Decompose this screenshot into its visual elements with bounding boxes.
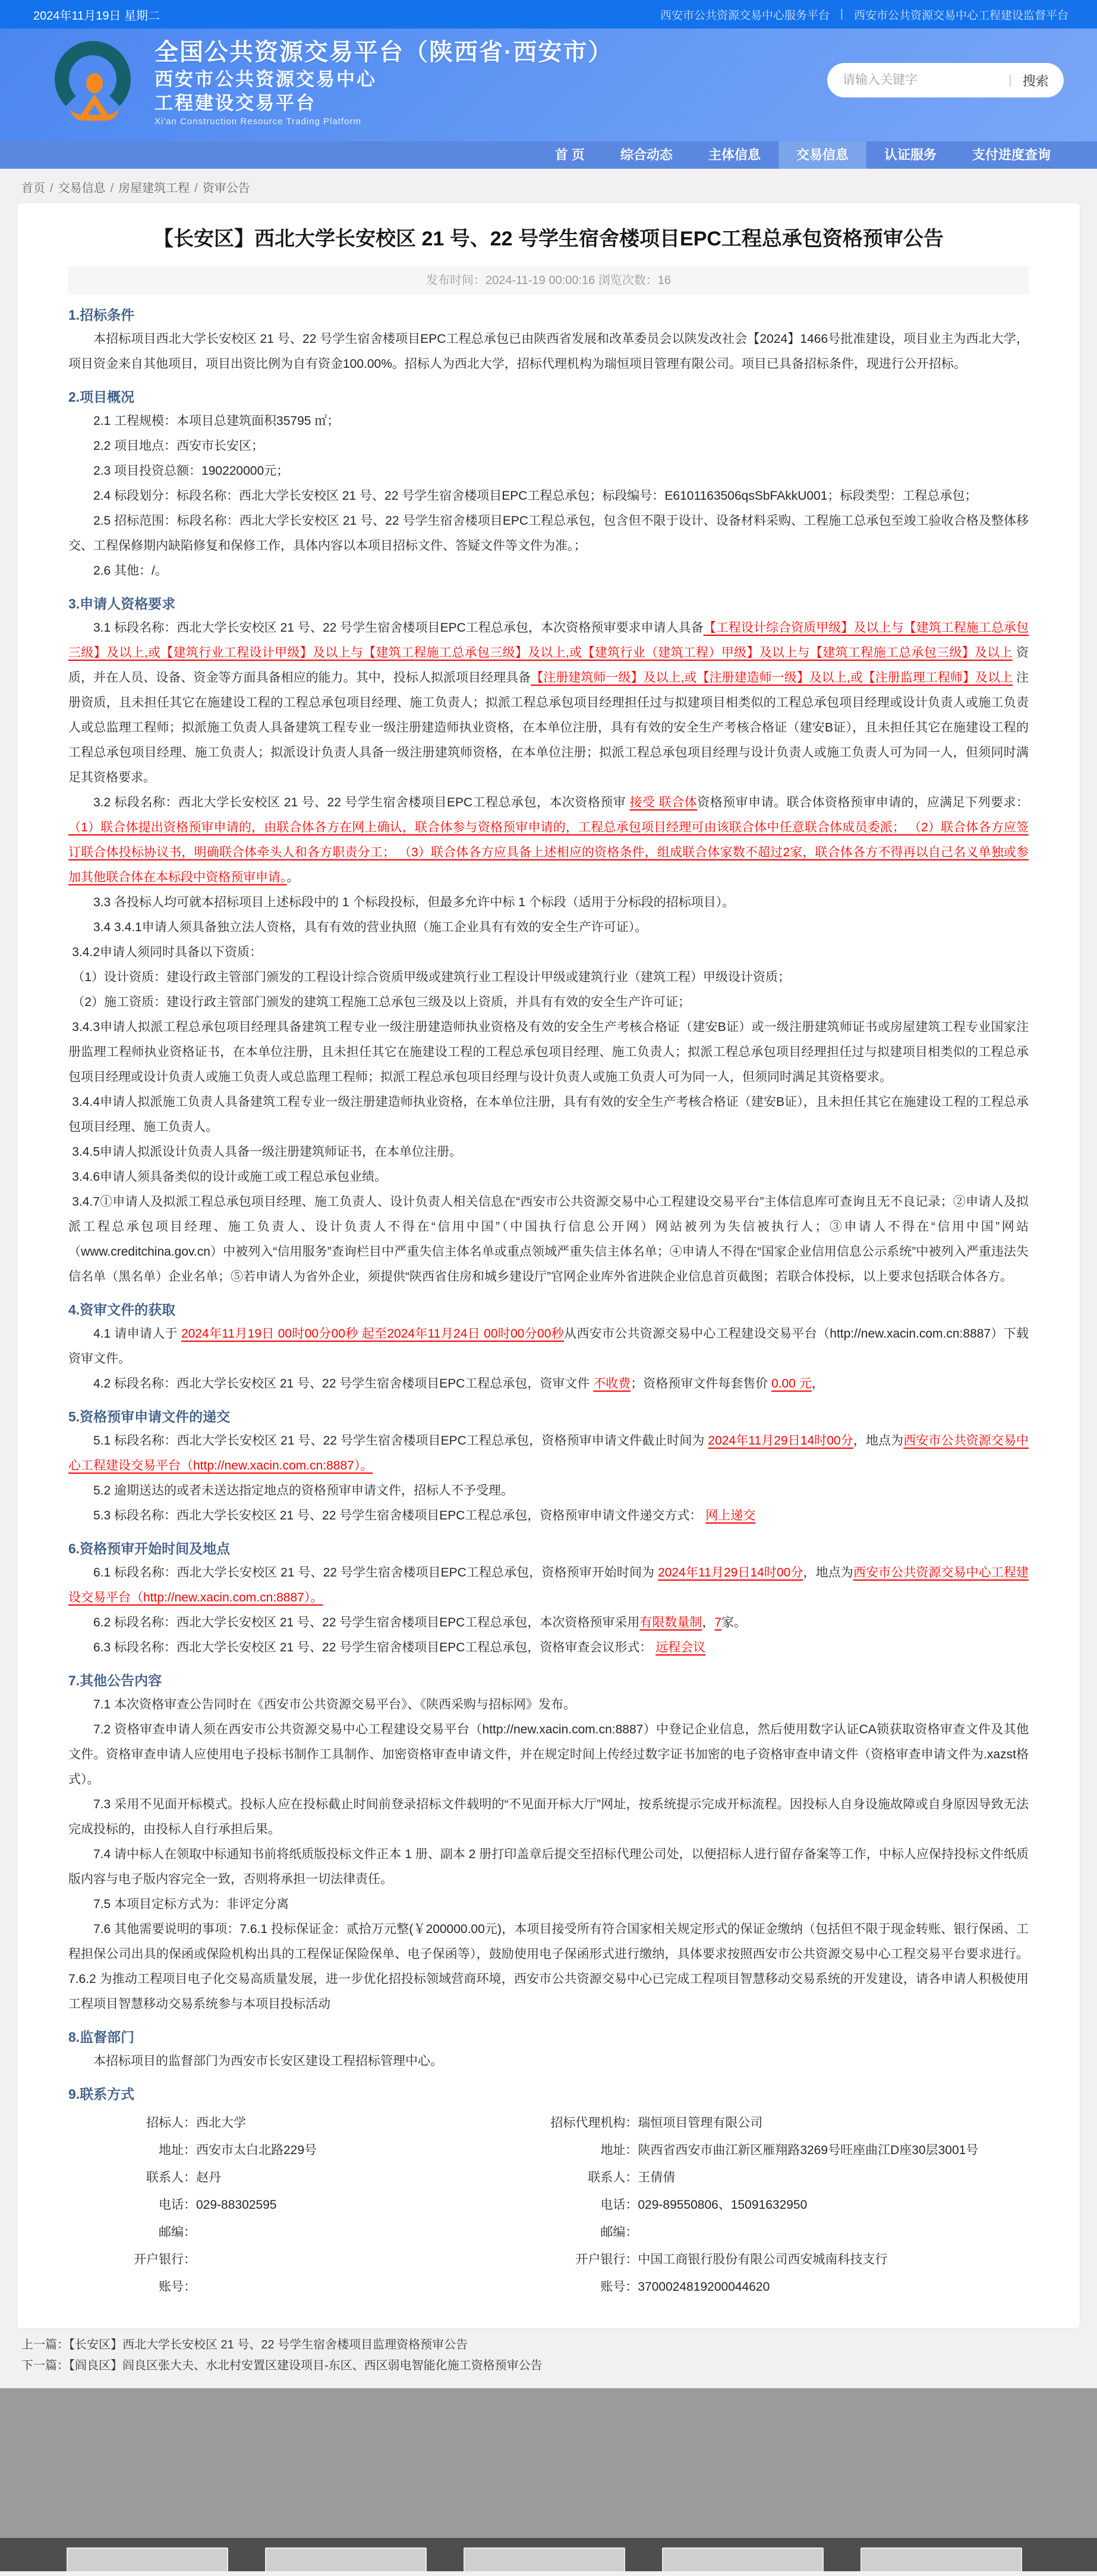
contact-row: [68, 2274, 510, 2301]
contact-value: [196, 2219, 510, 2246]
section-heading: 4.资审文件的获取: [68, 1302, 176, 1317]
contact-row: [510, 2192, 1029, 2219]
footer-link-select-3[interactable]: [662, 2547, 824, 2571]
search-input[interactable]: [843, 73, 1004, 87]
paragraph: [68, 790, 1029, 890]
body-text: 6.3 标段名称：西北大学长安校区 21 号、22 号学生宿舍楼项目EPC工程总承包，资格审查会议形式：: [93, 1641, 656, 1654]
highlighted-red-text: 网上递交: [705, 1509, 756, 1522]
contact-label: 邮编：: [600, 2225, 638, 2239]
contact-label: 开户银行：: [575, 2253, 638, 2266]
highlighted-red-text: 0.00 元: [771, 1377, 812, 1391]
body-text: 3.2 标段名称：西北大学长安校区 21 号、22 号学生宿舍楼项目EPC工程总承包，本次资格预审: [93, 796, 630, 809]
contact-value: [196, 2274, 510, 2301]
contact-label: 联系人：: [588, 2171, 638, 2184]
search-divider: |: [1008, 72, 1012, 87]
body-text: 4.2 标段名称：西北大学长安校区 21 号、22 号学生宿舍楼项目EPC工程总承包，资审文件: [93, 1377, 594, 1391]
contact-row: [68, 2110, 510, 2137]
breadcrumb-separator: /: [194, 182, 198, 195]
contact-label: 开户银行：: [134, 2253, 196, 2266]
paragraph: [68, 1190, 1029, 1289]
body-text: 3.3 各投标人均可就本招标项目上述标段中的 1 个标段投标，但最多允许中标 1 个标段（适用于分标段的招标项目）。: [93, 896, 735, 909]
contact-value: 陕西省西安市曲江新区雁翔路3269号旺座曲江D座30层3001号: [638, 2143, 979, 2157]
paragraph: [68, 940, 1029, 965]
body-text: （1）设计资质：建设行政主管部门颁发的工程设计综合资质甲级或建筑行业工程设计甲级或建筑行业（建筑工程）甲级设计资质；: [72, 970, 790, 984]
body-text: 6.2 标段名称：西北大学长安校区 21 号、22 号学生宿舍楼项目EPC工程总承包，本次资格预审采用: [93, 1616, 640, 1629]
highlighted-red-text: （1）联合体提出资格预审申请的，由联合体各方在网上确认，联合体参与资格预审申请的，工程总承包项目经理可由该联合体中任意联合体成员委派； （2）联合体各方应签订联合体投标协议书，明确联合体牵头人和各方职责分工； （3）联合体各方应具备上述相应的资格条件，组成联合体家数不超过2家，联合体各方不得再以自己名义单独或参加其他联合体在本标段中资格预审申请。: [68, 821, 1029, 884]
highlighted-red-text: 远程会议: [655, 1641, 706, 1654]
header-titles: [155, 37, 613, 128]
paragraph: [68, 616, 1029, 790]
body-text: 2.4 标段划分：标段名称：西北大学长安校区 21 号、22 号学生宿舍楼项目EPC工程总承包；标段编号：E6101163506qsSbFAkkU001；标段类型：工程总承包；: [93, 489, 978, 503]
breadcrumb: [0, 169, 1097, 203]
body-text: 3.4.2申请人须同时具备以下资质：: [72, 945, 263, 959]
highlighted-red-text: 西安市公共资源交易中心工程建设交易平台（http://new.xacin.com.cn:8887）。: [68, 1566, 1029, 1604]
paragraph: [68, 1371, 1029, 1396]
contact-value: [638, 2219, 1029, 2246]
paragraph: [68, 890, 1029, 915]
article-body: [68, 303, 1029, 2301]
body-text: ，: [811, 1377, 824, 1391]
body-text: 7.4 请中标人在领取中标通知书前将纸质版投标文件正本 1 册、副本 2 册打印盖章后提交至招标代理公司处，以便招标人进行留存备案等工作，中标人应保持投标文件纸质版内容与电子版内容完全一致，否则将承担一切法律责任。: [68, 1847, 1029, 1886]
section-heading: 3.申请人资格要求: [68, 596, 176, 611]
contact-row: [510, 2219, 1029, 2246]
next-label: 下一篇：: [21, 2359, 69, 2372]
footer-link-bar: [0, 2538, 1097, 2571]
body-text: 2.5 招标范围：标段名称：西北大学长安校区 21 号、22 号学生宿舍楼项目EPC工程总承包，包含但不限于设计、设备材料采购、工程施工总承包至竣工验收合格及整体移交、工程保修期内缺陷修复和保修工作，具体内容以本项目招标文件、答疑文件等文件为准。；: [68, 514, 1029, 553]
paragraph: [68, 1792, 1029, 1842]
paragraph: [68, 965, 1029, 990]
footer-link-select-1[interactable]: [265, 2547, 427, 2571]
highlighted-red-text: 2024年11月29日14时00分: [708, 1434, 853, 1448]
footer-link-select-0[interactable]: [67, 2547, 228, 2571]
paragraph: [68, 1892, 1029, 1917]
highlighted-red-text: 有限数量制: [639, 1616, 702, 1629]
nav-item-3[interactable]: 交易信息: [778, 141, 866, 169]
platform-title: 全国公共资源交易平台（陕西省·西安市）: [155, 39, 613, 65]
breadcrumb-separator: /: [50, 182, 53, 195]
prev-next-links: [0, 2329, 1097, 2380]
body-text: 7.2 资格审查申请人须在西安市公共资源交易中心工程建设交易平台（http://new.xacin.com.cn:8887）中登记企业信息，然后使用数字认证CA锁获取资格审查文件及其他文件。资格审查申请人应使用电子投标书制作工具制作、加密资格审查申请文件，并在规定时间上传经过数字证书加密的电子资格审查申请文件（资格审查申请文件为.xazst格式）。: [68, 1723, 1029, 1786]
contact-value: 029-89550806、15091632950: [638, 2198, 808, 2212]
contact-value: 瑞恒项目管理有限公司: [638, 2116, 763, 2130]
breadcrumb-item[interactable]: 首页: [21, 182, 45, 195]
contact-label: 联系人：: [146, 2171, 196, 2184]
breadcrumb-item[interactable]: 交易信息: [58, 182, 106, 195]
body-text: 本招标项目的监督部门为西安市长安区建设工程招标管理中心。: [93, 2054, 443, 2068]
search-box: [827, 63, 1064, 97]
nav-item-4[interactable]: 认证服务: [884, 147, 937, 162]
body-text: 2.3 项目投资总额：190220000元；: [93, 464, 289, 478]
contact-label: 地址：: [600, 2143, 638, 2157]
topbar-links: [660, 7, 1068, 23]
paragraph: [68, 1692, 1029, 1717]
body-text: 2.6 其他：/。: [93, 564, 168, 578]
paragraph: [68, 459, 1029, 484]
body-text: 注册资质，且未担任其它在施建设工程的工程总承包项目经理、施工负责人；拟派工程总承包项目经理担任过与拟建项目相类似的工程总承包项目经理或设计负责人或施工负责人或总监理工程师；拟派施工负责人具备建筑工程专业一级注册建造师执业资格，在本单位注册，具有有效的安全生产考核合格证（建安B证），且未担任其它在施建设工程的工程总承包项目经理、施工负责人；拟派设计负责人具备一级注册建筑师资格，在本单位注册；拟派工程总承包项目经理与设计负责人或施工负责人可为同一人，但须同时满足其资格要求。: [68, 671, 1029, 784]
body-text: 5.2 逾期送达的或者未送达指定地点的资格预审申请文件，招标人不予受理。: [93, 1484, 514, 1497]
body-text: ，地点为: [803, 1566, 853, 1579]
body-text: 。: [286, 871, 300, 884]
contact-row: [68, 2246, 510, 2274]
body-text: 3.4.5申请人拟派设计负责人具备一级注册建筑师证书，在本单位注册。: [72, 1145, 462, 1159]
highlighted-red-text: 不收费: [593, 1377, 631, 1391]
body-text: 3.4.6申请人须具备类似的设计或施工或工程总承包业绩。: [72, 1170, 387, 1184]
contact-label: 账号：: [159, 2280, 196, 2294]
contact-row: [68, 2192, 510, 2219]
contact-value: 029-88302595: [196, 2198, 277, 2212]
site-logo: [49, 37, 139, 128]
body-text: 资格预审申请。联合体资格预审申请的，应满足下列要求：: [697, 796, 1029, 809]
search-button[interactable]: 搜索: [1022, 73, 1049, 89]
nav-item-1[interactable]: 综合动态: [620, 147, 673, 162]
contact-value: 中国工商银行股份有限公司西安城南科技支行: [638, 2253, 888, 2266]
topbar-link[interactable]: 西安市公共资源交易中心工程建设监督平台: [853, 9, 1068, 22]
body-text: 家。: [721, 1616, 747, 1629]
paragraph: [68, 434, 1029, 459]
highlighted-red-text: 2024年11月29日14时00分: [658, 1566, 803, 1579]
paragraph: [68, 1635, 1029, 1660]
nav-item-2[interactable]: 主体信息: [708, 147, 761, 162]
section-heading: 7.其他公告内容: [68, 1673, 162, 1688]
paragraph: [68, 915, 1029, 940]
paragraph: [68, 1478, 1029, 1503]
paragraph: [68, 1610, 1029, 1635]
body-text: 2.1 工程规模：本项目总建筑面积35795 ㎡；: [93, 414, 340, 428]
paragraph: [68, 2049, 1029, 2074]
contact-label: 招标代理机构：: [550, 2116, 638, 2130]
highlighted-red-text: 接受 联合体: [629, 796, 698, 809]
topbar: [0, 0, 1097, 29]
body-text: 3.4.4申请人拟派施工负责人具备建筑工程专业一级注册建造师执业资格，在本单位注册，具有有效的安全生产考核合格证（建安B证），且未担任其它在施建设工程的工程总承包项目经理、施工负责人。: [68, 1095, 1029, 1134]
center-title: 西安市公共资源交易中心: [155, 69, 377, 90]
paragraph: [68, 559, 1029, 584]
platform-subtitle: 工程建设交易平台: [155, 93, 316, 113]
body-text: 3.4.7①申请人及拟派工程总承包项目经理、施工负责人、设计负责人相关信息在“西安市公共资源交易中心工程建设交易平台”主体信息库可查询且无不良记录；②申请人及拟派工程总承包项目经理、施工负责人、设计负责人不得在“信用中国”（中国执行信息公开网）网站被列为失信被执行人；③申请人不得在“信用中国”网站（www.creditchina.gov.cn）中被列入“信用服务”查询栏目中严重失信主体名单或重点领域严重失信主体名单；④申请人不得在“国家企业信用信息公示系统”中被列入严重违法失信名单（黑名单）企业名单；⑤若申请人为省外企业，须提供“陕西省住房和城乡建设厅”官网企业库外省进陕企业信息首页截图；若联合体投标，以上要求包括联合体各方。: [68, 1195, 1029, 1284]
paragraph: [68, 1165, 1029, 1190]
date-text: 2024年11月19日 星期二: [33, 9, 160, 23]
contact-row: [510, 2110, 1029, 2137]
main-nav: [0, 141, 1097, 169]
contact-row: [510, 2274, 1029, 2301]
contact-label: 电话：: [600, 2198, 638, 2212]
paragraph: [68, 1322, 1029, 1371]
paragraph: [68, 509, 1029, 559]
body-text: （2）施工资质：建设行政主管部门颁发的建筑工程施工总承包三级及以上资质，并具有有效的安全生产许可证；: [72, 995, 691, 1009]
logo-person-head-shape: [86, 73, 103, 93]
contact-row: [68, 2164, 510, 2192]
body-text: 3.1 标段名称：西北大学长安校区 21 号、22 号学生宿舍楼项目EPC工程总承包，本次资格预审要求申请人具备: [93, 621, 704, 635]
contact-row: [68, 2219, 510, 2246]
body-text: 3.4 3.4.1申请人须具备独立法人资格，具有有效的营业执照（施工企业具有有效的安全生产许可证）。: [93, 920, 648, 934]
body-text: 7.5 本项目定标方式为：非评定分离: [93, 1897, 289, 1911]
contact-label: 地址：: [159, 2143, 196, 2157]
paragraph: [68, 1717, 1029, 1792]
highlighted-red-text: 2024年11月19日 00时00分00秒 起至2024年11月24日 00时00分00秒: [181, 1327, 565, 1341]
body-text: 本招标项目西北大学长安校区 21 号、22 号学生宿舍楼项目EPC工程总承包已由陕西省发展和改革委员会以陕发改社会【2024】1466号批准建设，项目业主为西北大学，项目资金来自其他项目，项目出资比例为自有资金100.00%。招标人为西北大学，招标代理机构为瑞恒项目管理有限公司。项目已具备招标条件，现进行公开招标。: [68, 332, 1029, 371]
body-text: 5.1 标段名称：西北大学长安校区 21 号、22 号学生宿舍楼项目EPC工程总承包，资格预审申请文件截止时间为: [93, 1434, 708, 1448]
highlighted-red-text: 【工程设计综合资质甲级】及以上与【建筑工程施工总承包三级】及以上,或【建筑行业工程设计甲级】及以上与【建筑工程施工总承包三级】及以上,或【建筑行业（建筑工程）甲级】及以上与【建筑工程施工总承包三级】及以上: [68, 621, 1029, 660]
body-text: 7.3 采用不见面开标模式。投标人应在投标截止时间前登录招标文件载明的“不见面开标大厅”网址，按系统提示完成开标流程。因投标人自身设施故障或自身原因导致无法完成投标的，由投标人自行承担后果。: [68, 1798, 1029, 1836]
contact-row: [510, 2137, 1029, 2164]
breadcrumb-item[interactable]: 房屋建筑工程: [118, 182, 190, 195]
publish-meta: 发布时间：2024-11-19 00:00:16 浏览次数：16: [68, 266, 1029, 295]
contact-value: [196, 2246, 510, 2274]
nav-item-5[interactable]: 支付进度查询: [972, 147, 1051, 162]
contact-row: [68, 2137, 510, 2164]
section-heading: 2.项目概况: [68, 389, 135, 405]
body-text: 7.1 本次资格审查公告同时在《西安市公共资源交易平台》、《陕西采购与招标网》发布。: [93, 1698, 576, 1711]
paragraph: [68, 327, 1029, 377]
highlighted-red-text: 7: [714, 1616, 722, 1629]
contact-value: 3700024819200044620: [638, 2280, 770, 2294]
contact-label: 招标人：: [146, 2116, 196, 2130]
highlighted-red-text: 西安市公共资源交易中心工程建设交易平台（http://new.xacin.com.cn:8887）。: [68, 1434, 1029, 1473]
paragraph: [68, 1429, 1029, 1478]
footer-link-select-4[interactable]: [860, 2547, 1022, 2571]
section-heading: 8.监督部门: [68, 2029, 135, 2045]
body-text: ；资格预审文件每套售价: [631, 1377, 772, 1391]
body-text: 3.4.3申请人拟派工程总承包项目经理具备建筑工程专业一级注册建造师执业资格及有效的安全生产考核合格证（建安B证）或一级注册建筑师证书或房屋建筑工程专业国家注册监理工程师执业资格证书，在本单位注册，且未担任其它在施建设工程的工程总承包项目经理、施工负责人；拟派工程总承包项目经理担任过与拟建项目相类似的工程总承包项目经理或设计负责人或施工负责人或总监理工程师；拟派工程总承包项目经理与设计负责人或施工负责人可为同一人，但须同时满足其资格要求。: [68, 1020, 1029, 1084]
paragraph: [68, 484, 1029, 509]
contact-label: 账号：: [600, 2280, 638, 2294]
highlighted-red-text: 【注册建筑师一级】及以上,或【注册建造师一级】及以上,或【注册监理工程师】及以上: [531, 671, 1013, 685]
section-heading: 9.联系方式: [68, 2086, 135, 2102]
page-title: 【长安区】西北大学长安校区 21 号、22 号学生宿舍楼项目EPC工程总承包资格预审公告: [153, 228, 944, 250]
footer-gray-zone: [0, 2388, 1097, 2538]
contact-value: 西北大学: [196, 2116, 246, 2130]
body-text: 7.6 其他需要说明的事项：7.6.1 投标保证金：贰拾万元整(￥200000.00元)，本项目接受所有符合国家相关规定形式的保证金缴纳（包括但不限于现金转账、银行保函、工程担保公司出具的保函或保险机构出具的工程保证保险保单、电子保函等），鼓励使用电子保函形式进行缴纳，具体要求按照西安市公共资源交易中心工程交易平台要求进行。7.6.2 为推动工程项目电子化交易高质量发展，进一步优化招投标领域营商环境，西安市公共资源交易中心已完成工程项目智慧移动交易系统的开发建设，请各申请人积极使用工程项目智慧移动交易系统参与本项目投标活动: [68, 1922, 1029, 2011]
contact-label: 电话：: [159, 2198, 196, 2212]
footer-link-select-2[interactable]: [464, 2547, 625, 2571]
body-text: 资质，并在人员、设备、资金等方面具备相应的能力。其中，投标人拟派项目经理具备: [68, 646, 1029, 685]
announcement-card: [17, 203, 1080, 2329]
body-text: 6.1 标段名称：西北大学长安校区 21 号、22 号学生宿舍楼项目EPC工程总承包，资格预审开始时间为: [93, 1566, 658, 1579]
paragraph: [68, 990, 1029, 1015]
contact-column-left: [68, 2110, 510, 2301]
contact-row: [510, 2164, 1029, 2192]
contact-row: [510, 2246, 1029, 2274]
section-heading: 5.资格预审申请文件的递交: [68, 1409, 231, 1424]
nav-item-0[interactable]: 首 页: [554, 147, 585, 162]
prev-label: 上一篇：: [21, 2338, 69, 2351]
breadcrumb-item: 资审公告: [202, 182, 250, 195]
section-heading: 1.招标条件: [68, 307, 135, 323]
contact-column-right: [510, 2110, 1029, 2301]
paragraph: [68, 1917, 1029, 2017]
logo-hands-shape: [70, 108, 119, 121]
breadcrumb-separator: /: [110, 182, 114, 195]
body-text: 4.1 请申请人于: [93, 1327, 181, 1341]
body-text: 从西安市公共资源交易中心工程建设交易平台（http://new.xacin.com.cn:8887）下载资审文件。: [68, 1327, 1029, 1366]
contact-info: [68, 2110, 1029, 2301]
contact-value: 西安市太白北路229号: [196, 2143, 317, 2157]
contact-value: 王倩倩: [638, 2171, 676, 2184]
topbar-link[interactable]: 西安市公共资源交易中心服务平台: [660, 9, 830, 22]
topbar-link-divider: |: [840, 8, 843, 20]
paragraph: [68, 1140, 1029, 1165]
body-text: ，地点为: [853, 1434, 904, 1448]
site-header: [0, 29, 1097, 141]
paragraph: [68, 1503, 1029, 1528]
paragraph: [68, 1015, 1029, 1090]
contact-value: 赵丹: [196, 2171, 221, 2184]
body-text: 5.3 标段名称：西北大学长安校区 21 号、22 号学生宿舍楼项目EPC工程总承包，资格预审申请文件递交方式：: [93, 1509, 706, 1522]
paragraph: [68, 1560, 1029, 1610]
contact-label: 邮编：: [159, 2225, 196, 2239]
next-article-link[interactable]: 【阎良区】阎良区张大夫、水北村安置区建设项目-东区、西区弱电智能化施工资格预审公告: [69, 2359, 543, 2372]
paragraph: [68, 1842, 1029, 1892]
prev-article-link[interactable]: 【长安区】西北大学长安校区 21 号、22 号学生宿舍楼项目监理资格预审公告: [69, 2338, 468, 2351]
section-heading: 6.资格预审开始时间及地点: [68, 1541, 231, 1556]
body-text: ，: [702, 1616, 715, 1629]
paragraph: [68, 409, 1029, 434]
body-text: 2.2 项目地点：西安市长安区；: [93, 439, 264, 453]
paragraph: [68, 1090, 1029, 1140]
platform-title-en: Xi'an Construction Resource Trading Platform: [155, 116, 361, 127]
